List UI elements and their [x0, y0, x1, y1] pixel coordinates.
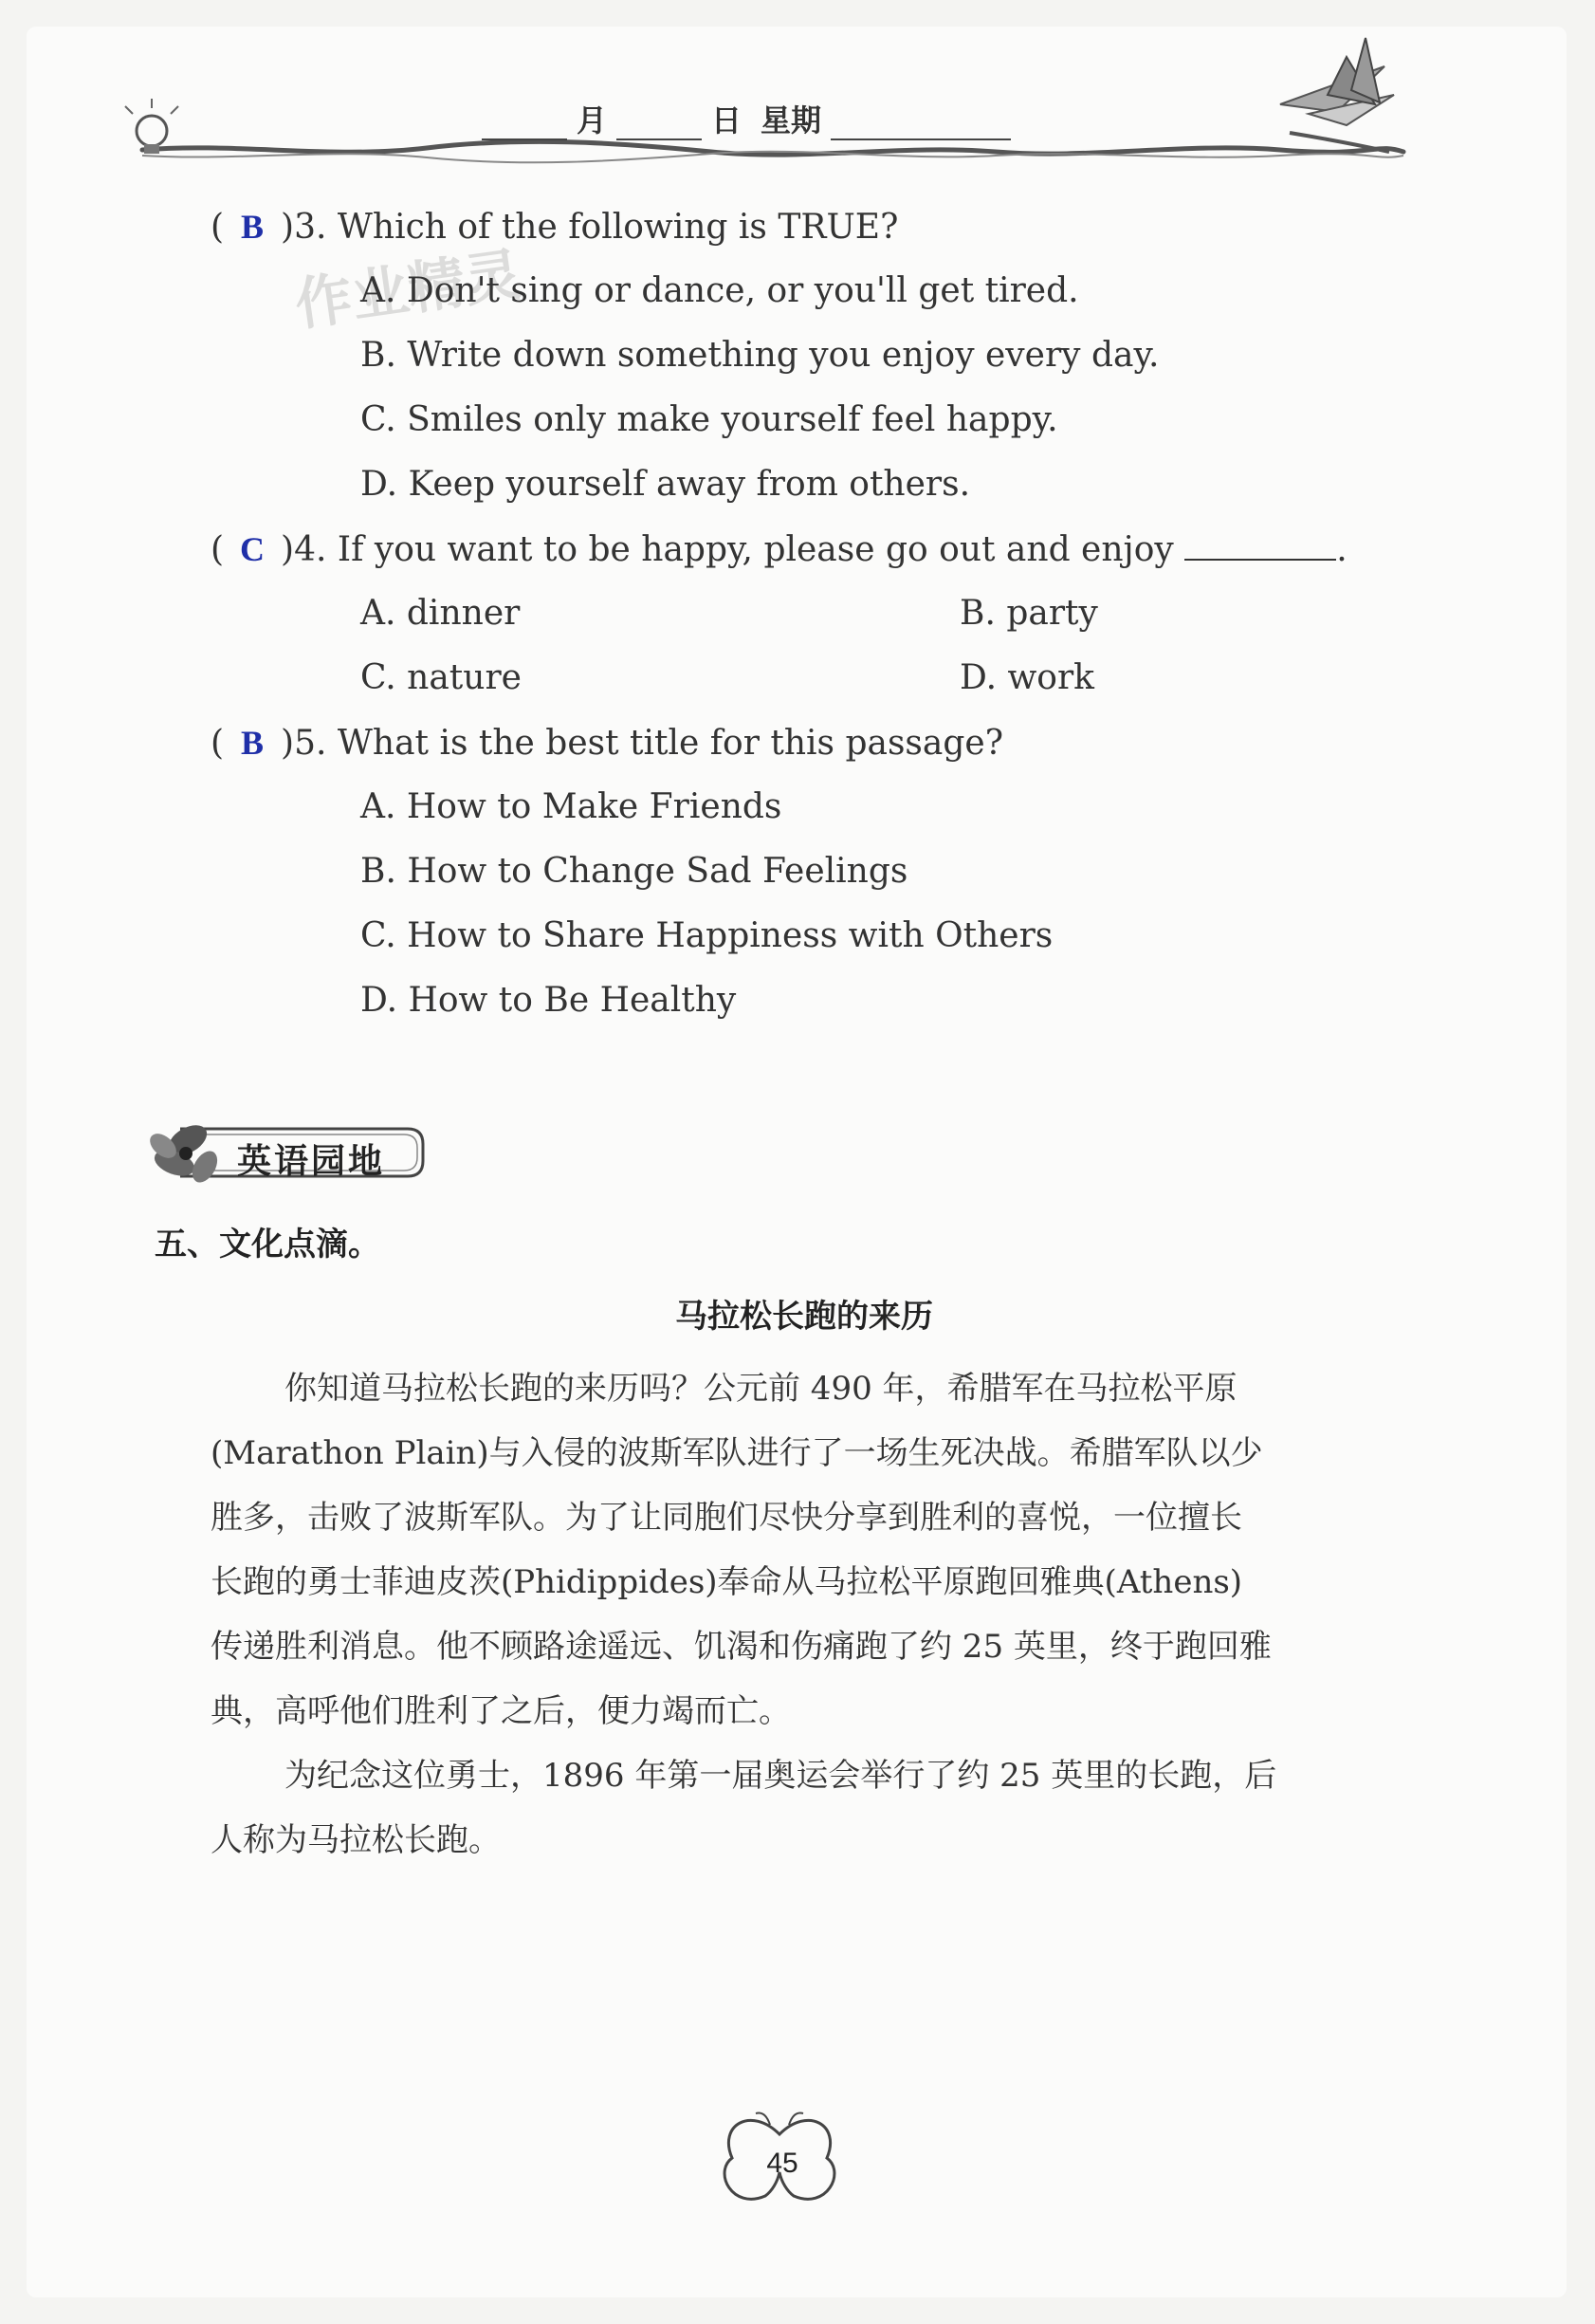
article-title: 马拉松长跑的来历 [675, 1298, 933, 1336]
question-4: ( C )4. If you want to be happy, please go out and enjoy . [211, 530, 1348, 569]
q5-option-b: B. How to Change Sad Feelings [360, 852, 908, 891]
flower-icon [1280, 38, 1394, 152]
date-header [482, 97, 1011, 140]
lightbulb-icon [125, 99, 178, 154]
q3-option-b: B. Write down something you enjoy every day. [360, 336, 1160, 375]
q5-option-c: C. How to Share Happiness with Others [360, 916, 1054, 955]
weekday-label: 星期 [761, 102, 822, 138]
question-5: ( B )5. What is the best title for this passage? [211, 724, 1004, 763]
q3-option-d: D. Keep yourself away from others. [360, 465, 971, 504]
q5-option-d: D. How to Be Healthy [360, 981, 737, 1020]
q4-option-a: A. dinner [360, 594, 521, 633]
q4-blank[interactable] [1184, 532, 1336, 561]
article-line-7: 为纪念这位勇士，1896 年第一届奥运会举行了约 25 英里的长跑，后 [284, 1757, 1277, 1795]
article-line-4: 长跑的勇士菲迪皮茨(Phidippides)奉命从马拉松平原跑回雅典(Athens) [211, 1563, 1243, 1601]
article-line-1: 你知道马拉松长跑的来历吗？公元前 490 年，希腊军在马拉松平原 [284, 1370, 1238, 1408]
q4-option-c: C. nature [360, 658, 522, 697]
watermark-top: 作业精灵 [290, 241, 526, 340]
month-blank[interactable] [482, 110, 567, 140]
month-label: 月 [577, 102, 608, 138]
page-number: 45 [766, 2148, 798, 2179]
q5-option-a: A. How to Make Friends [360, 787, 782, 826]
day-blank[interactable] [616, 110, 702, 140]
section-heading: 五、文化点滴。 [155, 1226, 380, 1263]
article-line-6: 典，高呼他们胜利了之后，便力竭而亡。 [211, 1692, 791, 1730]
section-banner-title: 英语园地 [237, 1142, 386, 1181]
article-line-5: 传递胜利消息。他不顾路途遥远、饥渴和伤痛跑了约 25 英里，终于跑回雅 [211, 1628, 1272, 1666]
article-line-3: 胜多，击败了波斯军队。为了让同胞们尽快分享到胜利的喜悦，一位擅长 [211, 1499, 1242, 1537]
q3-option-c: C. Smiles only make yourself feel happy. [360, 400, 1058, 439]
weekday-blank[interactable] [831, 110, 1011, 140]
article-line-2: (Marathon Plain)与入侵的波斯军队进行了一场生死决战。希腊军队以少 [211, 1434, 1263, 1472]
q3-option-a: A. Don't sing or dance, or you'll get tired. [360, 271, 1079, 310]
q4-option-d: D. work [960, 658, 1094, 697]
answer-3[interactable]: B [241, 208, 265, 246]
q4-option-b: B. party [960, 594, 1098, 633]
answer-5[interactable]: B [241, 724, 265, 762]
article-line-8: 人称为马拉松长跑。 [211, 1821, 501, 1859]
question-3: ( B )3. Which of the following is TRUE? [211, 208, 899, 247]
answer-4[interactable]: C [240, 530, 266, 568]
day-label: 日 [711, 102, 742, 138]
